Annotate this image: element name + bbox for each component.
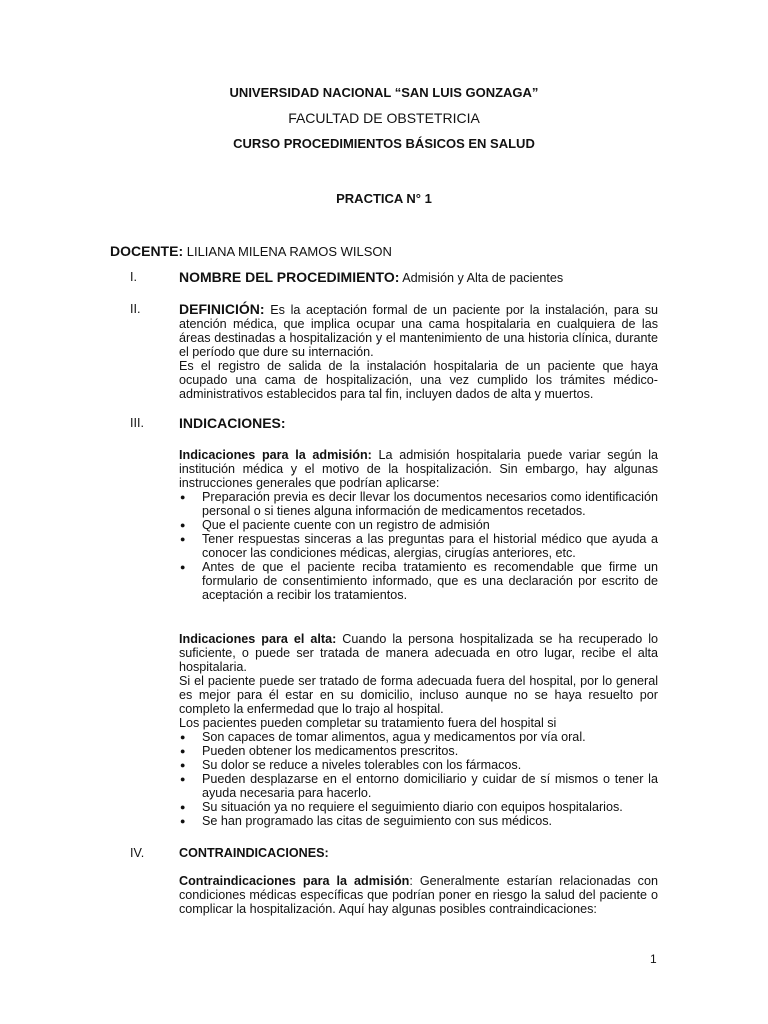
discharge-intro-text: Cuando la persona hospitalizada se ha recuperado lo suficiente, o puede ser tratada de manera adecuada en otro lugar, recibe el alta hospitalaria. [179,632,658,674]
faculty-title: FACULTAD DE OBSTETRICIA [288,110,480,126]
section-4-title: CONTRAINDICACIONES: [179,846,329,860]
discharge-paragraph-3: Los pacientes pueden completar su tratamiento fuera del hospital si [179,716,557,730]
list-item: ● Se han programado las citas de seguimiento con sus médicos. [180,814,553,828]
definition-text-1: Es la aceptación formal de un paciente por la instalación, para su atención médica, que implica ocupar una cama hospitalaria en cualquiera de las áreas destinadas a hospitalización y el mantenimiento de una historia clínica, durante el período que dure su internación. [179,303,658,359]
list-item: ● Que el paciente cuente con un registro de admisión [180,518,490,532]
docente-line [110,244,392,259]
section-1-content [179,270,658,285]
list-item: ● Tener respuestas sinceras a las preguntas para el historial médico que ayuda a conocer las condiciones médicas, alergias, cirugías anteriores, etc. [180,532,658,560]
discharge-paragraph-2: Si el paciente puede ser tratado de forma adecuada fuera del hospital, por lo general es mejor para él estar en su domicilio, incluso aunque no se haya resuelto por completo la enfermedad que lo trajo al hospital. [179,674,658,716]
list-item: ● Pueden obtener los medicamentos prescritos. [180,744,459,758]
bullet-icon: ● [180,774,186,784]
contraindications-intro [179,874,658,916]
docente-label: DOCENTE: [110,243,184,259]
practice-title: PRACTICA N° 1 [336,191,432,206]
bullet-icon: ● [180,534,186,544]
section-1-title: NOMBRE DEL PROCEDIMIENTO: [179,269,400,285]
admission-label: Indicaciones para la admisión: [179,448,372,462]
bullet-icon: ● [180,760,186,770]
section-3-content [179,416,658,430]
docente-name: LILIANA MILENA RAMOS WILSON [183,244,392,259]
admission-list [179,490,658,602]
bullet-icon: ● [180,520,186,530]
page-number: 1 [650,952,657,966]
section-1-number: I. [130,270,137,284]
section-2-title: DEFINICIÓN: [179,301,265,317]
list-item: ● Su situación ya no requiere el seguimiento diario con equipos hospitalarios. [180,800,623,814]
section-3-number: III. [130,416,144,430]
list-item: ● Antes de que el paciente reciba tratamiento es recomendable que firme un formulario de consentimiento informado, que es una declaración por escrito de aceptación a recibir los tratamientos. [180,560,658,602]
section-2-number: II. [130,302,141,316]
contraindications-text: : Generalmente estarían relacionadas con condiciones médicas específicas que podrían poner en riesgo la salud del paciente o complicar la hospitalización. Aquí hay algunas posibles contraindicaciones: [179,874,658,916]
discharge-label: Indicaciones para el alta: [179,632,337,646]
bullet-icon: ● [180,732,186,742]
definition-paragraph-2: Es el registro de salida de la instalación hospitalaria de un paciente que haya ocupado una cama de hospitalización, una vez cumplido los trámites médico-administrativos establecidos para tal fin, incluyen dados de alta y muertos. [179,359,658,401]
admission-intro-text: La admisión hospitalaria puede variar según la institución médica y el motivo de la hospitalización. Sin embargo, hay algunas instrucciones generales que podrían aplicarse: [179,448,658,490]
university-title: UNIVERSIDAD NACIONAL “SAN LUIS GONZAGA” [229,85,539,100]
list-item: ● Son capaces de tomar alimentos, agua y medicamentos por vía oral. [180,730,586,744]
list-item: ● Pueden desplazarse en el entorno domiciliario y cuidar de sí mismos o tener la ayuda necesaria para hacerlo. [180,772,658,800]
contraindications-label: Contraindicaciones para la admisión [179,874,410,888]
discharge-indications-content [179,632,658,828]
bullet-icon: ● [180,746,186,756]
section-2-content [179,302,658,401]
bullet-icon: ● [180,562,186,572]
section-4-content [179,846,658,860]
admission-contraindications-content [179,874,658,916]
list-item: ● Su dolor se reduce a niveles tolerables con los fármacos. [180,758,522,772]
discharge-list [179,730,658,828]
discharge-intro [179,632,658,674]
admission-indications-content [179,448,658,602]
list-item: ● Preparación previa es decir llevar los documentos necesarios como identificación personal o si tienes alguna información de medicamentos recetados. [180,490,658,518]
bullet-icon: ● [180,816,186,826]
course-title: CURSO PROCEDIMIENTOS BÁSICOS EN SALUD [233,136,535,151]
section-4-number: IV. [130,846,145,860]
section-1-text: Admisión y Alta de pacientes [399,271,564,285]
definition-paragraph-1 [179,302,658,359]
section-3-title: INDICACIONES: [179,415,286,431]
admission-intro [179,448,658,490]
bullet-icon: ● [180,802,186,812]
bullet-icon: ● [180,492,186,502]
